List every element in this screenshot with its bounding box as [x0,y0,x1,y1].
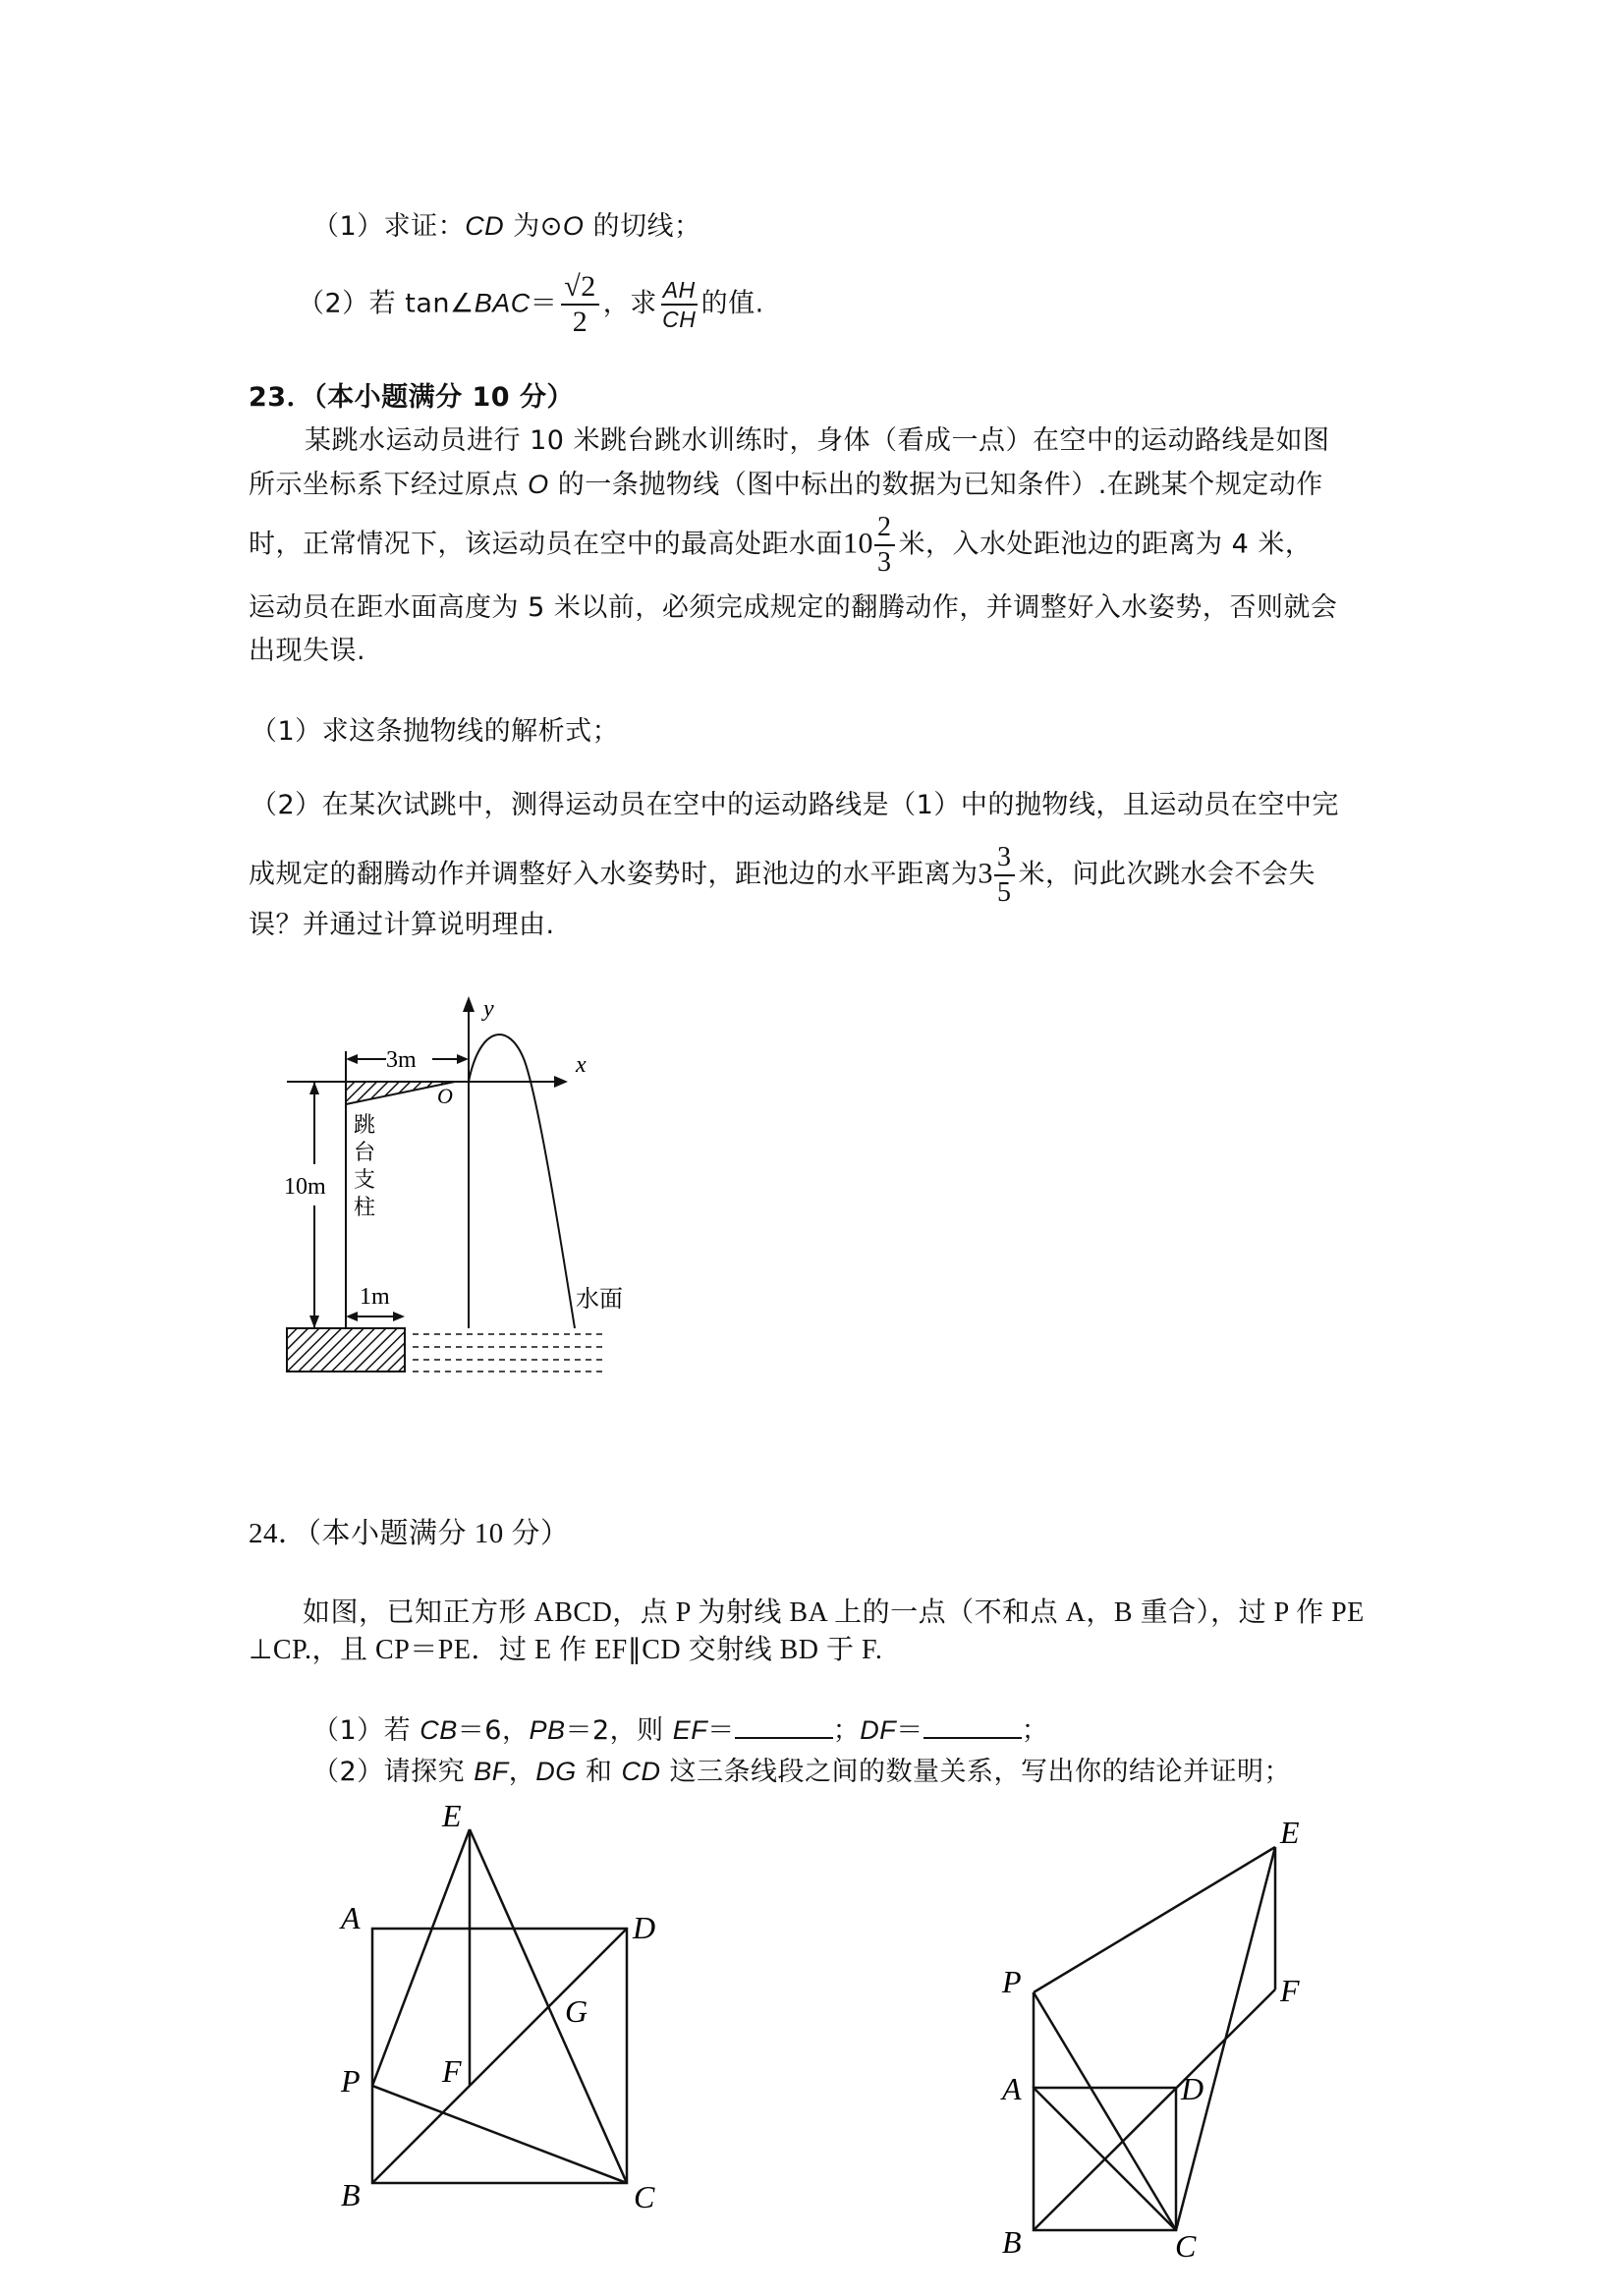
q23-paragraph-line-1: 某跳水运动员进行 10 米跳台跳水训练时，身体（看成一点）在空中的运动路线是如图 [305,425,1330,456]
segment-pe-2 [1034,1847,1275,1992]
q22-ratio-numerator: AH [661,276,698,306]
q23-sub2-line-2 [249,841,1315,910]
q22-sub2-bac: BAC [474,288,531,318]
df-answer-blank[interactable] [923,1711,1022,1739]
q24-s1-g: ； [1021,1715,1049,1746]
q22-sub1-cd: CD [465,211,505,241]
q24-s2-a: （2）请探究 [312,1757,475,1787]
fig2-label-a: A [1002,2071,1022,2106]
water-surface [413,1334,604,1372]
support-char-4: 柱 [354,1195,376,1219]
q24-s1-cb: CB [420,1715,458,1745]
label-1m: 1m [360,1284,390,1310]
y-axis-label: y [483,996,494,1022]
fig2-label-f: F [1280,1973,1300,2008]
q24-s2-c: 和 [576,1757,622,1787]
q22-sub1 [312,209,701,244]
q22-sub1-prefix: （1）求证： [312,211,466,242]
q23-distance-whole: 3 [978,857,993,890]
q23-paragraph-line-2 [249,468,1323,502]
pool-edge-block [287,1328,405,1372]
fig1-label-e: E [442,1798,462,1833]
q24-sub1 [312,1711,1048,1748]
q24-s2-cd: CD [621,1757,661,1786]
fig2-label-e: E [1280,1815,1300,1850]
q22-sub2-suffix: 的值. [700,288,764,319]
q22-sub2-eq: ＝ [530,288,558,319]
fig1-label-c: C [634,2179,655,2214]
fig1-label-g: G [565,1993,588,2029]
q22-ratio-fraction [661,276,698,333]
diagonal-bd [372,1929,627,2183]
fig1-label-p: P [341,2063,361,2099]
support-char-3: 支 [354,1167,376,1192]
label-3m: 3m [386,1047,417,1073]
q24-s1-ef: EF [672,1715,708,1745]
dim-1m-arrow-right [393,1312,405,1321]
q23-height-denominator: 3 [877,547,892,578]
q24-title: 24．（本小题满分 10 分） [249,1518,570,1549]
ef-answer-blank[interactable] [735,1711,833,1739]
fig2-label-d: D [1181,2071,1204,2106]
x-axis-arrow [554,1076,568,1088]
dim-3m-arrow-right [457,1054,469,1064]
q23-sub2-line-3: 误？并通过计算说明理由. [249,910,555,940]
q24-figure-1 [324,1793,737,2225]
q22-sub1-suffix: 的切线； [584,211,701,242]
q24-s1-a: （1）若 [312,1715,420,1746]
q24-s1-e: ； [832,1715,861,1746]
q24-s2-dg: DG [535,1757,577,1786]
q22-sub1-mid: 为⊙ [504,211,563,242]
dim-10m-arrow-bottom [309,1316,319,1328]
origin-label: O [437,1084,453,1108]
q24-sub2 [312,1755,1291,1789]
q23-height-whole: 10 [843,527,873,560]
q22-ratio-denominator: CH [662,307,697,332]
q23-distance-numerator: 3 [994,841,1015,876]
q22-sub1-o: O [562,211,585,241]
q24-s1-b: ＝6， [457,1715,530,1746]
q23-sub2-line-1: （2）在某次试跳中，测得运动员在空中的运动路线是（1）中的抛物线，且运动员在空中完 [251,790,1339,820]
q23-p3-a: 时，正常情况下，该运动员在空中的最高处距水面 [249,529,843,560]
fig2-label-b: B [1002,2224,1022,2260]
q23-paragraph-line-3 [249,511,1312,580]
segment-pe [372,1829,470,2086]
q23-s2-a: 成规定的翻腾动作并调整好入水姿势时，距池边的水平距离为 [249,859,979,890]
segment-pc [372,2086,627,2183]
q23-s2-b: 米，问此次跳水会不会失 [1018,859,1315,890]
dim-1m-arrow-left [346,1312,358,1321]
q24-s2-b: ， [508,1757,536,1787]
q23-title: 23．（本小题满分 10 分） [249,382,574,413]
q23-sub1: （1）求这条抛物线的解析式； [251,716,620,747]
label-water-surface: 水面 [576,1287,623,1313]
q24-figure-2 [982,1803,1356,2284]
fig1-label-f: F [442,2053,462,2089]
fig1-label-a: A [341,1900,361,1935]
q24-paragraph-line-1: 如图，已知正方形 ABCD，点 P 为射线 BA 上的一点（不和点 A，B 重合），过 P 作 PE [303,1597,1365,1628]
q22-tan-fraction [561,270,598,339]
q24-s1-f: ＝ [896,1715,923,1746]
y-axis-arrow [463,996,475,1012]
q24-s1-df: DF [860,1715,897,1745]
q23-p3-b: 米，入水处距池边的距离为 4 米， [898,529,1313,560]
fig2-label-c: C [1175,2228,1197,2264]
q23-diving-figure [275,982,629,1395]
dim-10m-arrow-top [309,1082,319,1094]
support-char-1: 跳 [354,1112,376,1137]
q22-sub2 [298,270,764,339]
q22-sub2-prefix: （2）若 tan∠ [298,288,475,319]
dim-3m-arrow-left [346,1054,358,1064]
q24-s1-d: ＝ [707,1715,735,1746]
fig2-label-p: P [1002,1964,1022,1999]
q22-tan-numerator: √2 [561,270,598,306]
q23-paragraph-line-5: 出现失误. [249,636,366,666]
fig1-label-b: B [341,2177,361,2212]
q23-distance-denominator: 5 [997,877,1012,908]
fig1-label-d: D [633,1910,656,1945]
q23-height-fraction [874,511,895,580]
q23-p2-b: 的一条抛物线（图中标出的数据为已知条件）.在跳某个规定动作 [548,470,1323,500]
q24-s1-c: ＝2，则 [565,1715,673,1746]
q24-s2-d: 这三条线段之间的数量关系，写出你的结论并证明； [660,1757,1292,1787]
support-char-2: 台 [354,1140,376,1164]
q22-tan-denominator: 2 [572,306,588,338]
q24-s2-bf: BF [474,1757,509,1786]
q23-paragraph-line-4: 运动员在距水面高度为 5 米以前，必须完成规定的翻腾动作，并调整好入水姿势，否则就会 [249,592,1338,623]
q23-height-numerator: 2 [874,511,895,546]
q23-distance-fraction [994,841,1015,910]
q24-paragraph-line-2: ⊥CP.，且 CP＝PE．过 E 作 EF∥CD 交射线 BD 于 F. [249,1635,883,1665]
x-axis-label: x [576,1052,587,1078]
q24-s1-pb: PB [529,1715,566,1745]
q23-p2-o: O [528,470,549,499]
label-10m: 10m [284,1174,326,1200]
q23-p2-a: 所示坐标系下经过原点 [249,470,529,500]
q22-sub2-mid: ，求 [602,288,657,319]
